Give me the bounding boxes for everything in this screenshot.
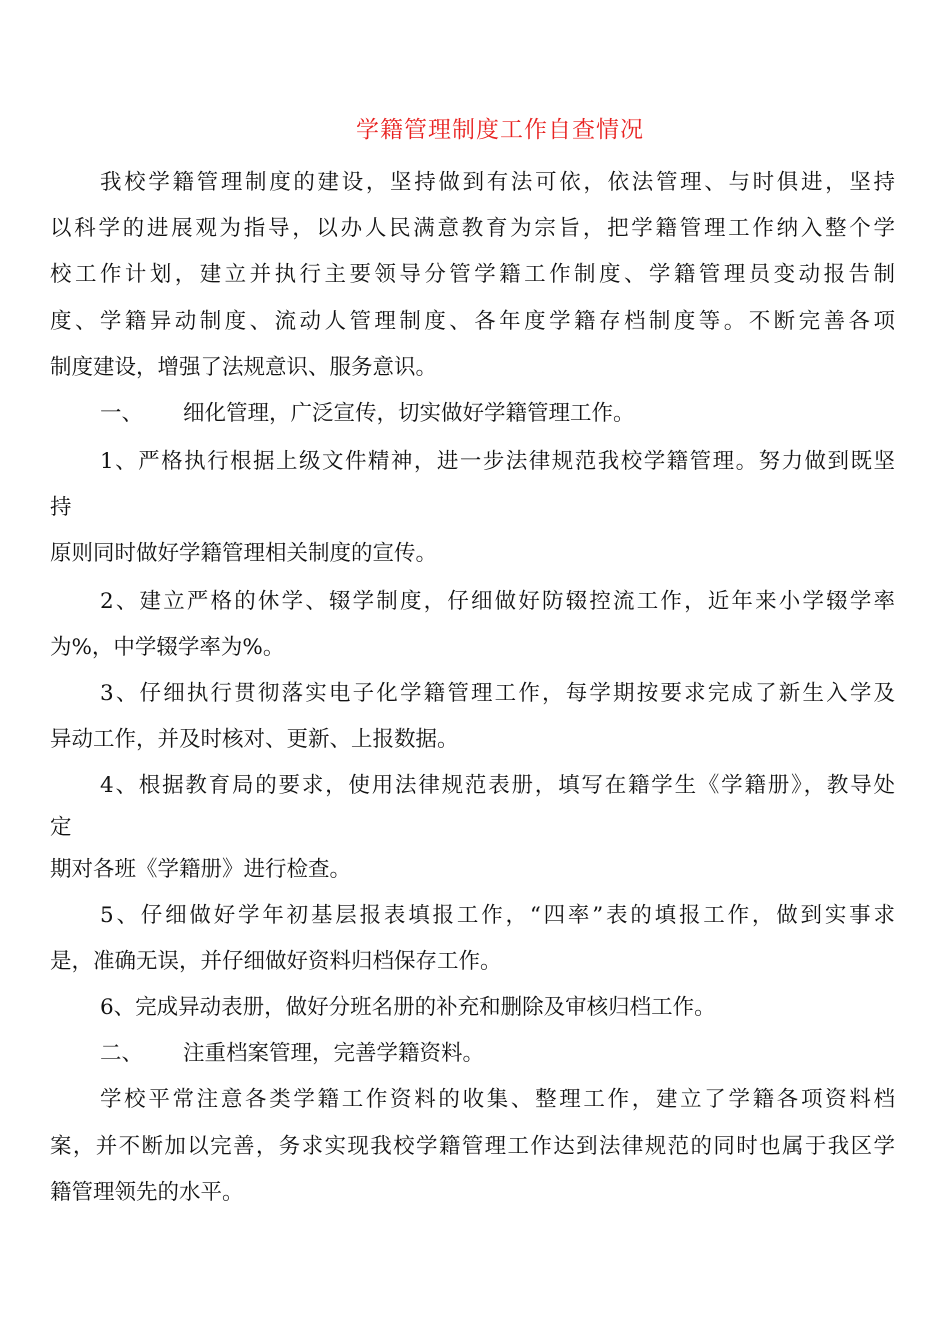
- paragraph-line: 籍管理领先的水平。: [50, 1180, 244, 1205]
- paragraph-line: 以科学的进展观为指导，以办人民满意教育为宗旨，把学籍管理工作纳入整个学: [50, 216, 895, 241]
- section-heading-2: [100, 1039, 484, 1069]
- list-item-line: 2、建立严格的休学、辍学制度，仔细做好防辍控流工作，近年来小学辍学率: [100, 589, 895, 614]
- paragraph-line: 度、学籍异动制度、流动人管理制度、各年度学籍存档制度等。不断完善各项: [50, 309, 895, 334]
- list-item-line: 期对各班《学籍册》进行检查。: [50, 857, 352, 882]
- list-item-line: 是，准确无误，并仔细做好资料归档保存工作。: [50, 949, 502, 974]
- section-marker: 一、: [100, 401, 144, 426]
- list-item-line: 4、根据教育局的要求，使用法律规范表册，填写在籍学生《学籍册》，教导处: [100, 773, 895, 798]
- paragraph-line: 学校平常注意各类学籍工作资料的收集、整理工作，建立了学籍各项资料档: [100, 1087, 895, 1112]
- list-item-line: 为%，中学辍学率为%。: [50, 635, 285, 660]
- list-item-line: 5、仔细做好学年初基层报表填报工作，“四率”表的填报工作，做到实事求: [100, 903, 895, 928]
- section-heading-text: 细化管理，广泛宣传，切实做好学籍管理工作。: [183, 401, 635, 426]
- list-item-line: 3、仔细执行贯彻落实电子化学籍管理工作，每学期按要求完成了新生入学及: [100, 681, 895, 706]
- list-item-line: 原则同时做好学籍管理相关制度的宣传。: [50, 541, 438, 566]
- list-item-line: 异动工作，并及时核对、更新、上报数据。: [50, 727, 459, 752]
- list-item-line: 定: [50, 815, 72, 840]
- paragraph-line: 我校学籍管理制度的建设，坚持做到有法可依，依法管理、与时俱进，坚持: [100, 170, 895, 195]
- paragraph-line: 制度建设，增强了法规意识、服务意识。: [50, 355, 438, 380]
- list-item-line: 1、严格执行根据上级文件精神，进一步法律规范我校学籍管理。努力做到既坚: [100, 449, 895, 474]
- section-marker: 二、: [100, 1041, 144, 1066]
- paragraph-line: 案，并不断加以完善，务求实现我校学籍管理工作达到法律规范的同时也属于我区学: [50, 1134, 895, 1159]
- list-item-line: 持: [50, 495, 72, 520]
- list-item-line: 6、完成异动表册，做好分班名册的补充和删除及审核归档工作。: [100, 995, 716, 1020]
- section-heading-1: [100, 399, 635, 429]
- paragraph-line: 校工作计划，建立并执行主要领导分管学籍工作制度、学籍管理员变动报告制: [50, 262, 895, 287]
- document-title: 学籍管理制度工作自查情况: [356, 117, 644, 143]
- section-heading-text: 注重档案管理，完善学籍资料。: [183, 1041, 485, 1066]
